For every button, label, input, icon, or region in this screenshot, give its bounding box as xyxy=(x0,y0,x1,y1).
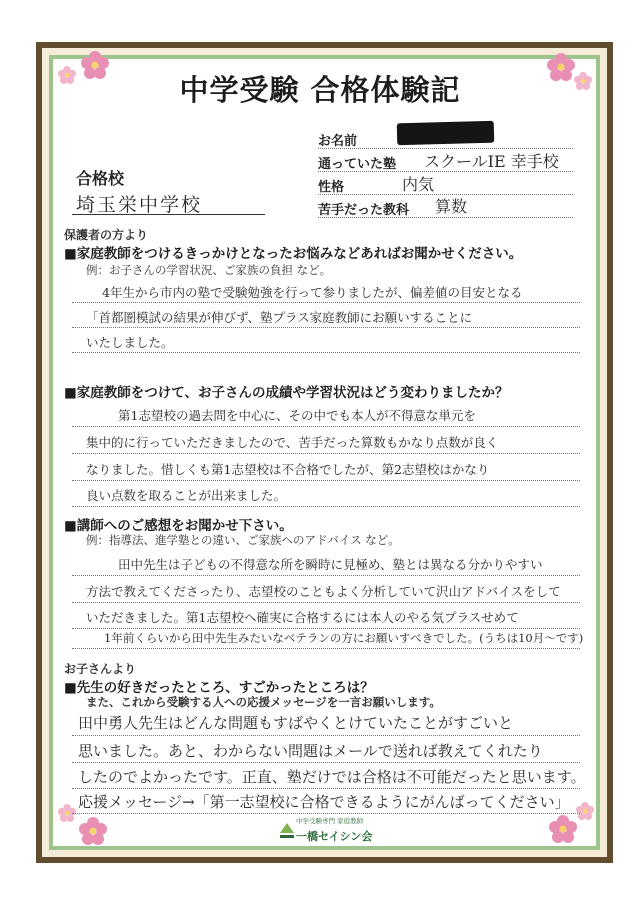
cherry-blossom-icon xyxy=(574,800,596,822)
child-subheading: また、これから受験する人への応援メッセージを一言お願いします。 xyxy=(86,695,441,709)
q2-answer-line: 良い点数を取ることが出来ました。 xyxy=(86,488,287,503)
cherry-blossom-icon xyxy=(76,814,110,848)
guardian-label: 保護者の方より xyxy=(64,228,149,242)
personality-value: 内気 xyxy=(402,175,435,194)
school-name: 埼玉栄中学校 xyxy=(76,194,203,216)
personality-label: 性格 xyxy=(318,180,345,195)
answer-rule xyxy=(72,426,580,427)
child-answer-line: したのでよかったです。正直、塾だけでは合格は不可能だったと思います。 xyxy=(78,768,586,786)
school-label: 合格校 xyxy=(76,169,125,188)
answer-rule xyxy=(72,813,580,814)
child-heading: ■先生の好きだったところ、すごかったところは？ xyxy=(64,680,374,696)
q3-answer-line: 田中先生は子どもの不得意な所を瞬時に見極め、塾とは異なる分かりやすい xyxy=(118,557,543,572)
q3-example: 例：指導法、進学塾との違い、ご家族へのアドバイス など。 xyxy=(86,533,400,547)
q1-answer-line: 4年生から市内の塾で受験勉強を行って参りましたが、偏差値の目安となる xyxy=(102,285,523,300)
q3-answer-line: いただきました。第1志望校へ確実に合格するには本人のやる気プラスせめて xyxy=(86,610,519,625)
q2-answer-line: 第1志望校の過去問を中心に、その中でも本人が不得意な単元を xyxy=(118,408,476,423)
q1-answer-line: いたしました。 xyxy=(86,335,174,350)
answer-rule xyxy=(72,788,580,789)
q3-heading: ■講師へのご感想をお聞かせ下さい。 xyxy=(64,518,293,534)
answer-rule xyxy=(72,302,580,303)
q2-answer-line: 集中的に行っていただきましたので、苦手だった算数もかなり点数が良く xyxy=(86,435,499,450)
logo-tagline: 中学受験専門 家庭教師 xyxy=(296,817,364,825)
answer-rule xyxy=(72,575,580,576)
company-logo xyxy=(280,816,400,846)
answer-rule xyxy=(72,506,580,507)
q1-example: 例：お子さんの学習状況、ご家族の負担 など。 xyxy=(86,263,332,277)
q3-answer-line: 1年前くらいから田中先生みたいなベテランの方にお願いすべきでした。(うちは10月～です) xyxy=(104,631,584,645)
answer-rule xyxy=(72,628,580,629)
q1-heading: ■家庭教師をつけるきっかけとなったお悩みなどあればお聞かせください。 xyxy=(64,246,523,262)
child-answer-line: 田中勇人先生はどんな問題もすばやくとけていたことがすごいと xyxy=(78,714,514,732)
answer-rule xyxy=(72,453,580,454)
redacted-name xyxy=(397,121,495,146)
weak-subject-value: 算数 xyxy=(435,197,468,216)
answer-rule xyxy=(72,735,580,736)
q2-answer-line: なりました。惜しくも第1志望校は不合格でしたが、第2志望校はかなり xyxy=(86,462,490,477)
divider xyxy=(318,217,573,218)
child-answer-line: 思いました。あと、わからない問題はメールで送れば教えてくれたり xyxy=(78,742,543,760)
answer-rule xyxy=(72,648,580,649)
logo-mark-icon xyxy=(280,823,294,841)
child-answer-line: 応援メッセージ→「第一志望校に合格できるようにがんばってください」 xyxy=(78,793,570,811)
answer-rule xyxy=(72,327,580,328)
weak-subject-label: 苦手だった教科 xyxy=(318,203,410,218)
divider xyxy=(318,171,573,172)
juku-label: 通っていた塾 xyxy=(318,157,397,172)
page-title: 中学受験 合格体験記 xyxy=(179,73,461,107)
logo-name: 一橋セイシン会 xyxy=(296,830,373,843)
answer-rule xyxy=(72,762,580,763)
answer-rule xyxy=(72,602,580,603)
q1-answer-line: 「首都圏模試の結果が伸びず、塾プラス家庭教師にお願いすることに xyxy=(86,310,473,325)
q3-answer-line: 方法で教えてくださったり、志望校のこともよく分析していて沢山アドバイスをして xyxy=(86,584,561,599)
answer-rule xyxy=(72,352,580,353)
juku-value: スクールIE 幸手校 xyxy=(424,152,559,171)
name-label: お名前 xyxy=(318,134,358,149)
answer-rule xyxy=(72,480,580,481)
q2-heading: ■家庭教師をつけて、お子さんの成績や学習状況はどう変わりましたか？ xyxy=(64,385,509,401)
school-underline xyxy=(72,214,265,215)
child-label: お子さんより xyxy=(64,662,137,676)
